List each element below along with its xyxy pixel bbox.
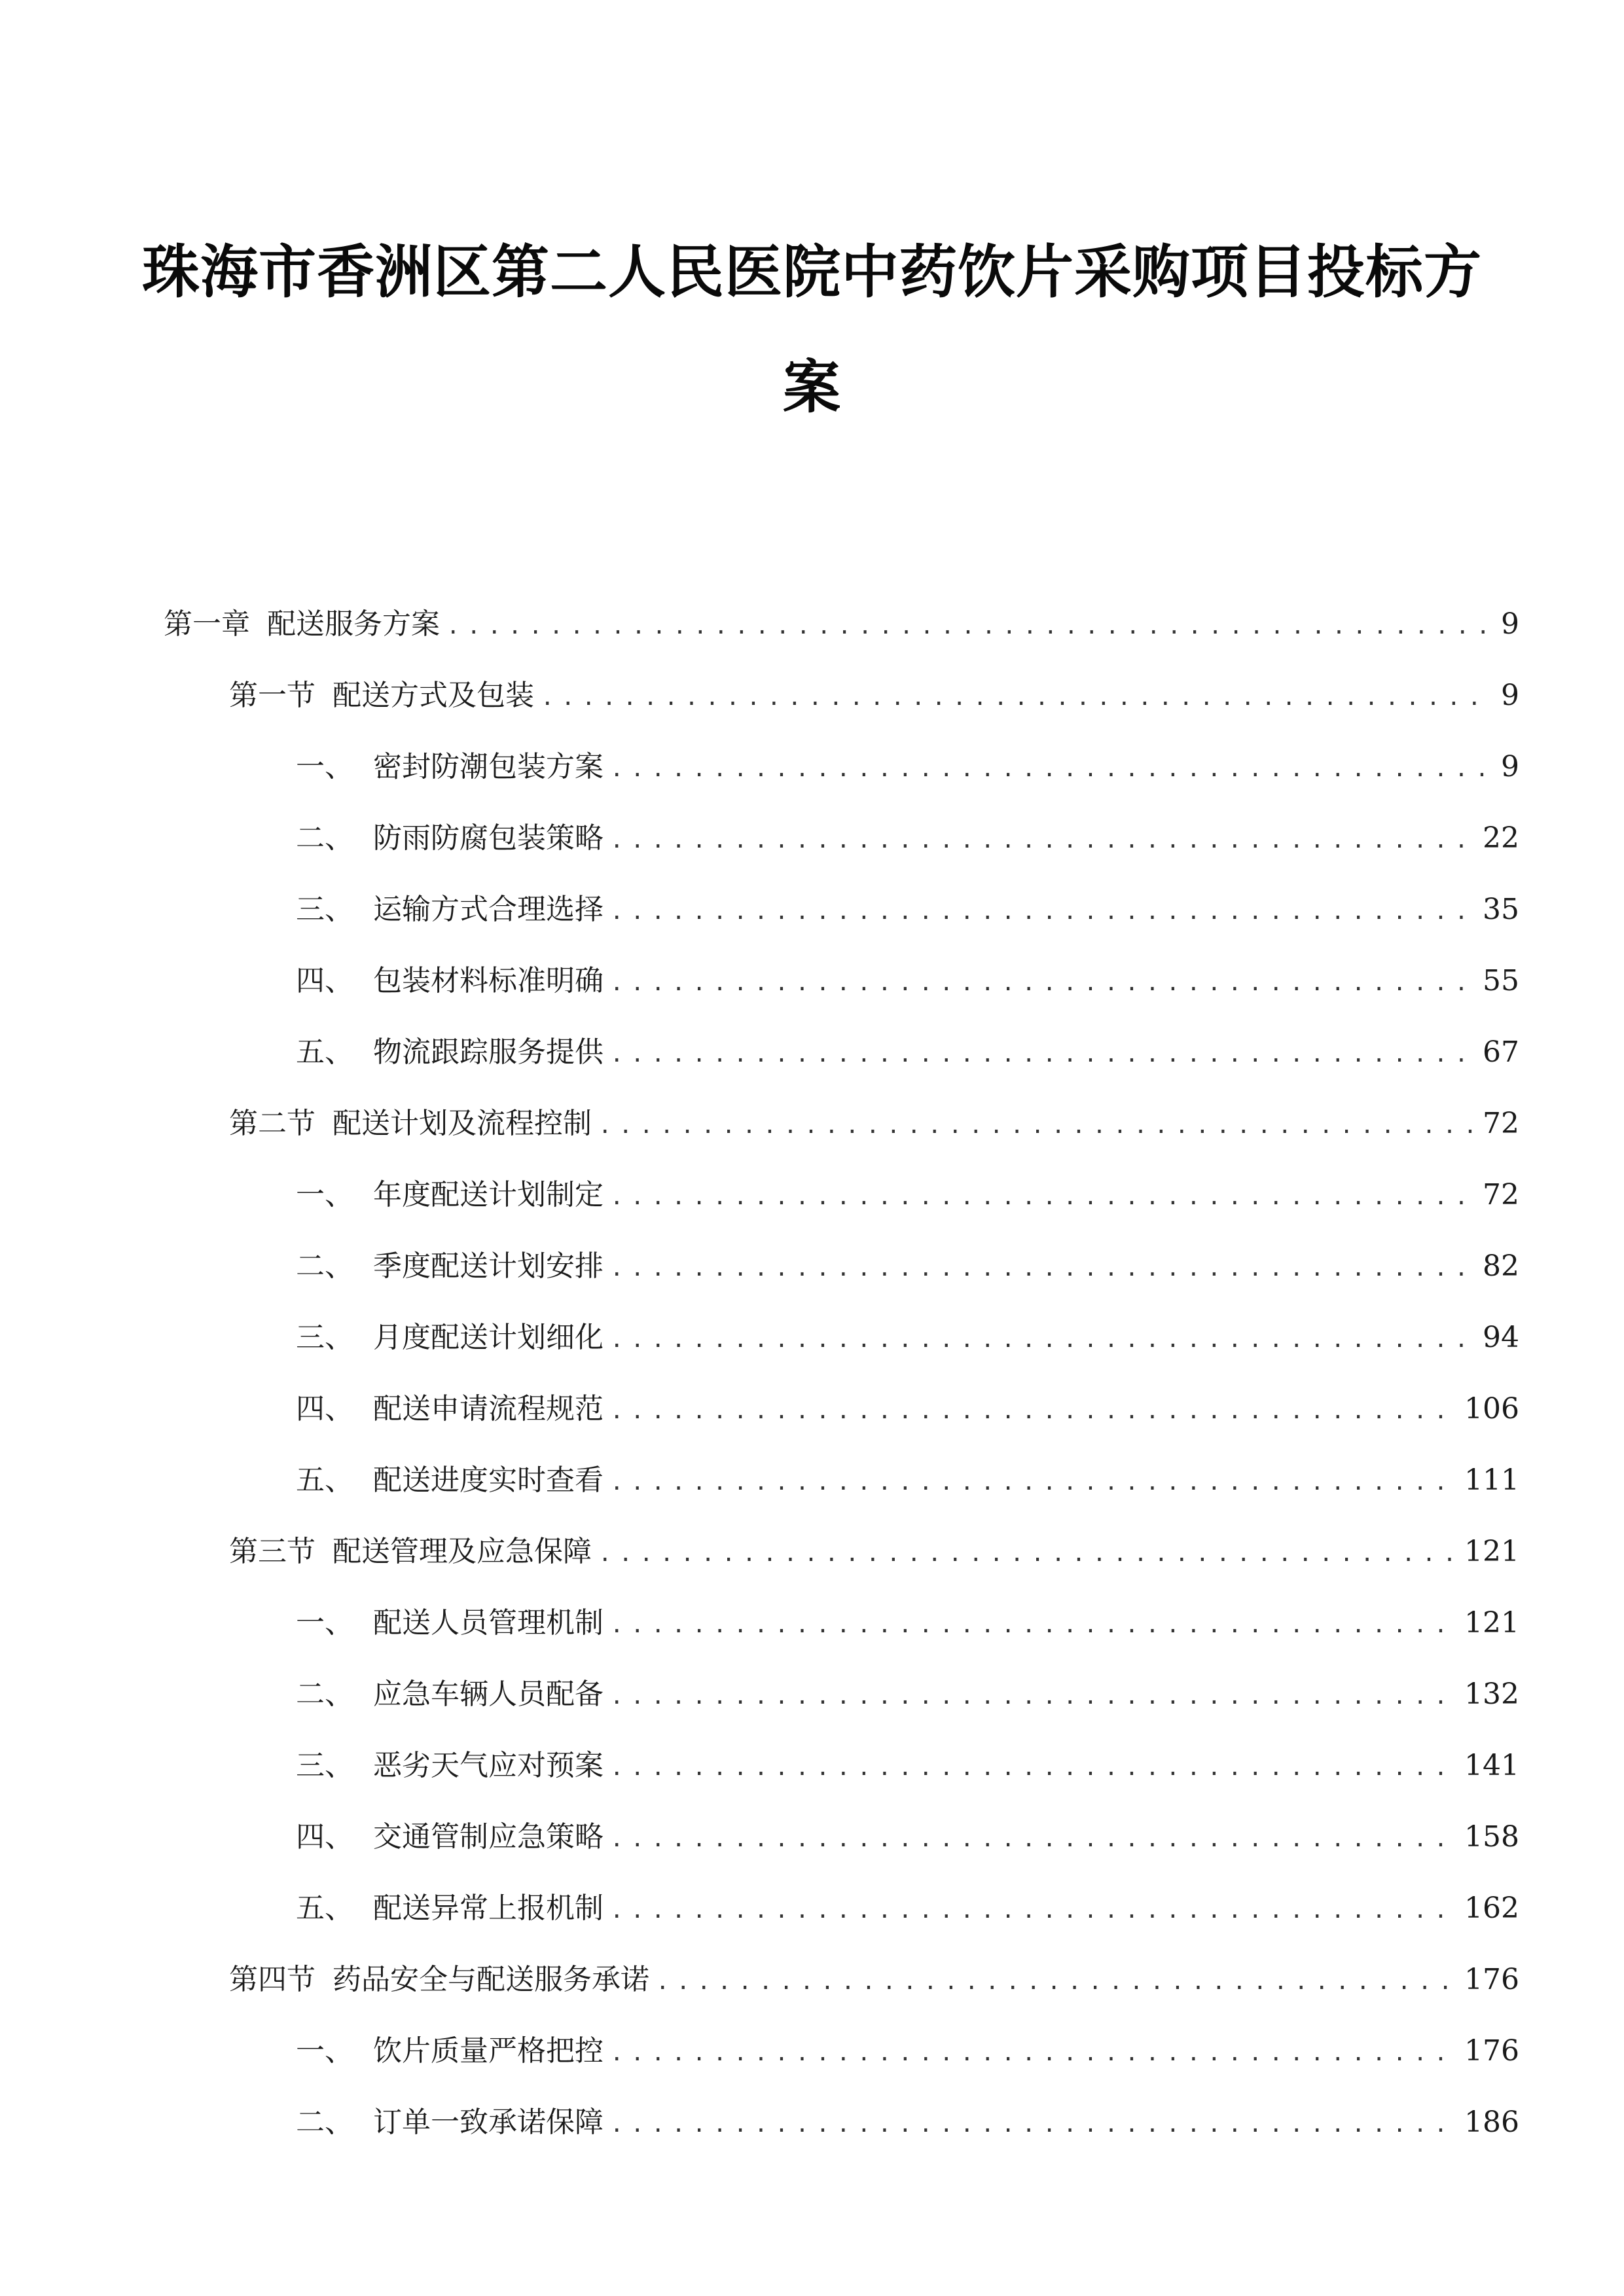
toc-entry-number: 五、 <box>296 1035 353 1069</box>
toc-entry-label <box>296 890 604 929</box>
toc-page-number: 106 <box>1464 1392 1519 1426</box>
toc-dot-leader <box>610 749 1490 789</box>
toc-entry-number: 第一章 <box>164 607 250 641</box>
toc-entry-item[interactable] <box>296 747 1519 787</box>
toc-page-number: 35 <box>1483 893 1519 926</box>
toc-entry-item[interactable] <box>296 1461 1519 1500</box>
toc-entry-label <box>296 1889 604 1928</box>
toc-entry-number: 二、 <box>296 1677 353 1711</box>
toc-page-number: 176 <box>1464 1963 1519 1996</box>
toc-entry-number: 一、 <box>296 1178 353 1211</box>
toc-entry-label <box>296 1818 604 1857</box>
toc-entry-item[interactable] <box>296 1746 1519 1785</box>
toc-page-number: 22 <box>1483 821 1519 855</box>
toc-entry-item[interactable] <box>296 2103 1519 2142</box>
toc-page-number: 67 <box>1483 1035 1519 1069</box>
toc-entry-label <box>296 1746 604 1785</box>
toc-entry-number: 二、 <box>296 821 353 855</box>
toc-entry-item[interactable] <box>296 1033 1519 1072</box>
toc-entry-label <box>296 1247 604 1286</box>
toc-entry-label <box>296 2103 604 2142</box>
toc-entry-text: 物流跟踪服务提供 <box>373 1035 604 1069</box>
toc-entry-number: 一、 <box>296 2034 353 2068</box>
toc-page-number: 82 <box>1483 1249 1519 1283</box>
toc-dot-leader <box>610 892 1472 931</box>
toc-entry-number: 三、 <box>296 1749 353 1782</box>
toc-entry-number: 第四节 <box>229 1963 316 1996</box>
toc-entry-text: 配送申请流程规范 <box>373 1392 604 1426</box>
toc-page-number: 55 <box>1483 964 1519 997</box>
toc-page-number: 72 <box>1483 1178 1519 1211</box>
toc-dot-leader <box>610 1391 1454 1431</box>
toc-entry-text: 配送人员管理机制 <box>373 1606 604 1640</box>
toc-entry-label <box>229 676 534 715</box>
toc-entry-number: 二、 <box>296 1249 353 1283</box>
toc-dot-leader <box>610 821 1472 860</box>
toc-entry-label <box>296 1175 604 1215</box>
toc-entry-text: 配送服务方案 <box>267 607 440 641</box>
toc-entry-label <box>164 605 440 644</box>
toc-entry-number: 四、 <box>296 1820 353 1854</box>
toc-entry-text: 饮片质量严格把控 <box>373 2034 604 2068</box>
toc-dot-leader <box>598 1534 1454 1573</box>
toc-entry-text: 密封防潮包装方案 <box>373 750 604 783</box>
toc-entry-number: 第三节 <box>229 1535 316 1568</box>
toc-entry-item[interactable] <box>296 1675 1519 1714</box>
toc-entry-label <box>296 1604 604 1643</box>
toc-entry-item[interactable] <box>296 1247 1519 1286</box>
document-title-line-1: 珠海市香洲区第二人民医院中药饮片采购项目投标方 <box>141 238 1482 306</box>
toc-dot-leader <box>610 1463 1454 1502</box>
toc-entry-number: 三、 <box>296 893 353 926</box>
toc-page-number: 72 <box>1483 1107 1519 1140</box>
toc-entry-text: 季度配送计划安排 <box>373 1249 604 1283</box>
toc-entry-label <box>229 1532 592 1571</box>
toc-page-number: 121 <box>1464 1535 1519 1568</box>
toc-dot-leader <box>610 1677 1454 1716</box>
toc-entry-text: 配送管理及应急保障 <box>333 1535 592 1568</box>
toc-entry-label <box>296 1390 604 1429</box>
toc-entry-section[interactable] <box>229 1960 1519 2000</box>
toc-entry-item[interactable] <box>296 1818 1519 1857</box>
toc-entry-section[interactable] <box>229 1532 1519 1571</box>
toc-dot-leader <box>446 607 1490 646</box>
toc-entry-item[interactable] <box>296 2032 1519 2071</box>
toc-entry-label <box>229 1104 592 1143</box>
toc-entry-item[interactable] <box>296 1889 1519 1928</box>
toc-dot-leader <box>610 1605 1454 1645</box>
toc-page-number: 186 <box>1464 2106 1519 2139</box>
toc-dot-leader <box>610 2105 1454 2144</box>
toc-entry-number: 四、 <box>296 964 353 997</box>
toc-dot-leader <box>541 678 1490 717</box>
toc-entry-item[interactable] <box>296 1318 1519 1357</box>
toc-entry-text: 运输方式合理选择 <box>373 893 604 926</box>
toc-entry-label <box>296 1461 604 1500</box>
toc-dot-leader <box>610 963 1472 1003</box>
toc-entry-label <box>296 1675 604 1714</box>
toc-dot-leader <box>656 1962 1454 2001</box>
toc-entry-text: 月度配送计划细化 <box>373 1321 604 1354</box>
toc-page-number: 9 <box>1501 750 1519 783</box>
toc-entry-section[interactable] <box>229 676 1519 715</box>
toc-page-number: 94 <box>1483 1321 1519 1354</box>
toc-dot-leader <box>610 1177 1472 1217</box>
toc-entry-number: 三、 <box>296 1321 353 1354</box>
toc-entry-chapter[interactable] <box>164 605 1519 644</box>
toc-entry-label <box>296 819 604 858</box>
toc-entry-number: 一、 <box>296 750 353 783</box>
toc-entry-text: 应急车辆人员配备 <box>373 1677 604 1711</box>
toc-entry-text: 订单一致承诺保障 <box>373 2106 604 2139</box>
toc-entry-item[interactable] <box>296 961 1519 1001</box>
toc-entry-label <box>296 1318 604 1357</box>
toc-entry-number: 一、 <box>296 1606 353 1640</box>
toc-entry-text: 交通管制应急策略 <box>373 1820 604 1854</box>
toc-dot-leader <box>610 2034 1454 2073</box>
toc-entry-label <box>296 747 604 787</box>
toc-entry-number: 第二节 <box>229 1107 316 1140</box>
toc-entry-number: 二、 <box>296 2106 353 2139</box>
toc-entry-label <box>296 2032 604 2071</box>
toc-page-number: 121 <box>1464 1606 1519 1640</box>
toc-entry-text: 年度配送计划制定 <box>373 1178 604 1211</box>
toc-entry-section[interactable] <box>229 1104 1519 1143</box>
toc-entry-label <box>296 1033 604 1072</box>
toc-entry-text: 配送进度实时查看 <box>373 1463 604 1497</box>
toc-entry-number: 第一节 <box>229 679 316 712</box>
document-title-line-2: 案 <box>782 353 841 421</box>
toc-page-number: 141 <box>1464 1749 1519 1782</box>
toc-entry-text: 配送计划及流程控制 <box>333 1107 592 1140</box>
toc-page-number: 132 <box>1464 1677 1519 1711</box>
toc-page-number: 9 <box>1501 607 1519 641</box>
toc-entry-text: 配送方式及包装 <box>333 679 534 712</box>
toc-entry-item[interactable] <box>296 890 1519 929</box>
toc-entry-text: 恶劣天气应对预案 <box>373 1749 604 1782</box>
toc-dot-leader <box>598 1106 1472 1145</box>
toc-entry-text: 包装材料标准明确 <box>373 964 604 997</box>
toc-page-number: 162 <box>1464 1892 1519 1925</box>
toc-page-number: 158 <box>1464 1820 1519 1854</box>
toc-entry-item[interactable] <box>296 1390 1519 1429</box>
toc-page-number: 111 <box>1464 1463 1519 1497</box>
toc-entry-text: 配送异常上报机制 <box>373 1892 604 1925</box>
toc-dot-leader <box>610 1035 1472 1074</box>
toc-entry-text: 防雨防腐包装策略 <box>373 821 604 855</box>
toc-entry-item[interactable] <box>296 1175 1519 1215</box>
toc-entry-number: 五、 <box>296 1892 353 1925</box>
toc-entry-number: 四、 <box>296 1392 353 1426</box>
toc-dot-leader <box>610 1891 1454 1930</box>
toc-entry-number: 五、 <box>296 1463 353 1497</box>
toc-dot-leader <box>610 1249 1472 1288</box>
toc-page-number: 9 <box>1501 679 1519 712</box>
toc-entry-item[interactable] <box>296 819 1519 858</box>
toc-entry-text: 药品安全与配送服务承诺 <box>333 1963 649 1996</box>
toc-dot-leader <box>610 1748 1454 1787</box>
toc-entry-label <box>229 1960 649 2000</box>
toc-entry-label <box>296 961 604 1001</box>
toc-dot-leader <box>610 1820 1454 1859</box>
toc-page-number: 176 <box>1464 2034 1519 2068</box>
toc-dot-leader <box>610 1320 1472 1359</box>
toc-entry-item[interactable] <box>296 1604 1519 1643</box>
